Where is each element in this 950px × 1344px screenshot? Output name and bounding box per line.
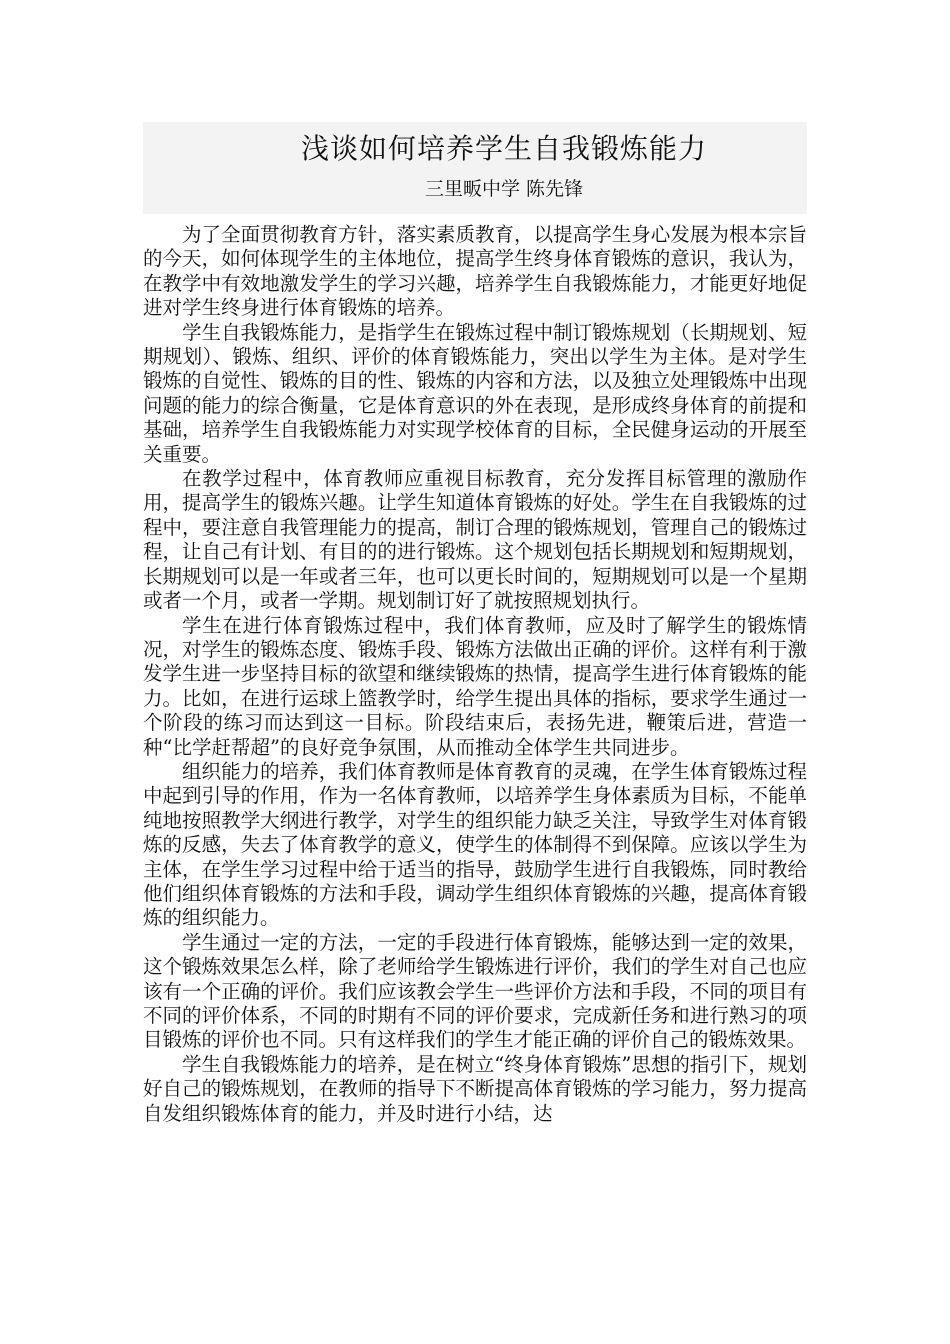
paragraph-2: 学生自我锻炼能力，是指学生在锻炼过程中制订锻炼规划（长期规划、短期规划）、锻炼、组织、评价的体育锻炼能力，突出以学生为主体。是对学生锻炼的自觉性、锻炼的目的性、锻炼的内容和方法，以及独立处理锻炼中出现问题的能力的综合衡量，它是体育意识的外在表现，是形成终身体育的前提和基础，培养学生自我锻炼能力对实现学校体育的目标，全民健身运动的开展至关重要。: [143, 320, 807, 466]
paragraph-1: 为了全面贯彻教育方针，落实素质教育，以提高学生身心发展为根本宗旨的今天，如何体现学生的主体地位，提高学生终身体育锻炼的意识，我认为，在教学中有效地激发学生的学习兴趣，培养学生自我锻炼能力，才能更好地促进对学生终身进行体育锻炼的培养。: [143, 223, 807, 320]
document-author: 三里畈中学 陈先锋: [424, 178, 584, 200]
paragraph-6: 学生通过一定的方法，一定的手段进行体育锻炼，能够达到一定的效果，这个锻炼效果怎么样，除了老师给学生锻炼进行评价，我们的学生对自己也应该有一个正确的评价。我们应该教会学生一些评价方法和手段，不同的项目有不同的评价体系，不同的时期有不同的评价要求，完成新任务和进行熟习的项目锻炼的评价也不同。只有这样我们的学生才能正确的评价自己的锻炼效果。: [143, 930, 807, 1052]
paragraph-4: 学生在进行体育锻炼过程中，我们体育教师，应及时了解学生的锻炼情况，对学生的锻炼态度、锻炼手段、锻炼方法做出正确的评价。这样有利于激发学生进一步坚持目标的欲望和继续锻炼的热情，提高学生进行体育锻炼的能力。比如，在进行运球上篮教学时，给学生提出具体的指标，要求学生通过一个阶段的练习而达到这一目标。阶段结束后，表扬先进，鞭策后进，营造一种“比学赶帮超”的良好竞争氛围，从而推动全体学生共同进步。: [143, 613, 807, 759]
document-title: 浅谈如何培养学生自我锻炼能力: [300, 132, 707, 165]
document-body: [143, 223, 807, 1126]
paragraph-5: 组织能力的培养，我们体育教师是体育教育的灵魂，在学生体育锻炼过程中起到引导的作用，作为一名体育教师，以培养学生身体素质为目标，不能单纯地按照教学大纲进行教学，对学生的组织能力缺乏关注，导致学生对体育锻炼的反感，失去了体育教学的意义，使学生的体制得不到保障。应该以学生为主体，在学生学习过程中给于适当的指导，鼓励学生进行自我锻炼，同时教给他们组织体育锻炼的方法和手段，调动学生组织体育锻炼的兴趣，提高体育锻炼的组织能力。: [143, 759, 807, 930]
paragraph-7: 学生自我锻炼能力的培养，是在树立“终身体育锻炼”思想的指引下，规划好自己的锻炼规划，在教师的指导下不断提高体育锻炼的学习能力，努力提高自发组织锻炼体育的能力，并及时进行小结，达: [143, 1052, 807, 1125]
paragraph-3: 在教学过程中，体育教师应重视目标教育，充分发挥目标管理的激励作用，提高学生的锻炼兴趣。让学生知道体育锻炼的好处。学生在自我锻炼的过程中，要注意自我管理能力的提高，制订合理的锻炼规划，管理自己的锻炼过程，让自己有计划、有目的的进行锻炼。这个规划包括长期规划和短期规划，长期规划可以是一年或者三年，也可以更长时间的，短期规划可以是一个星期或者一个月，或者一学期。规划制订好了就按照规划执行。: [143, 467, 807, 613]
